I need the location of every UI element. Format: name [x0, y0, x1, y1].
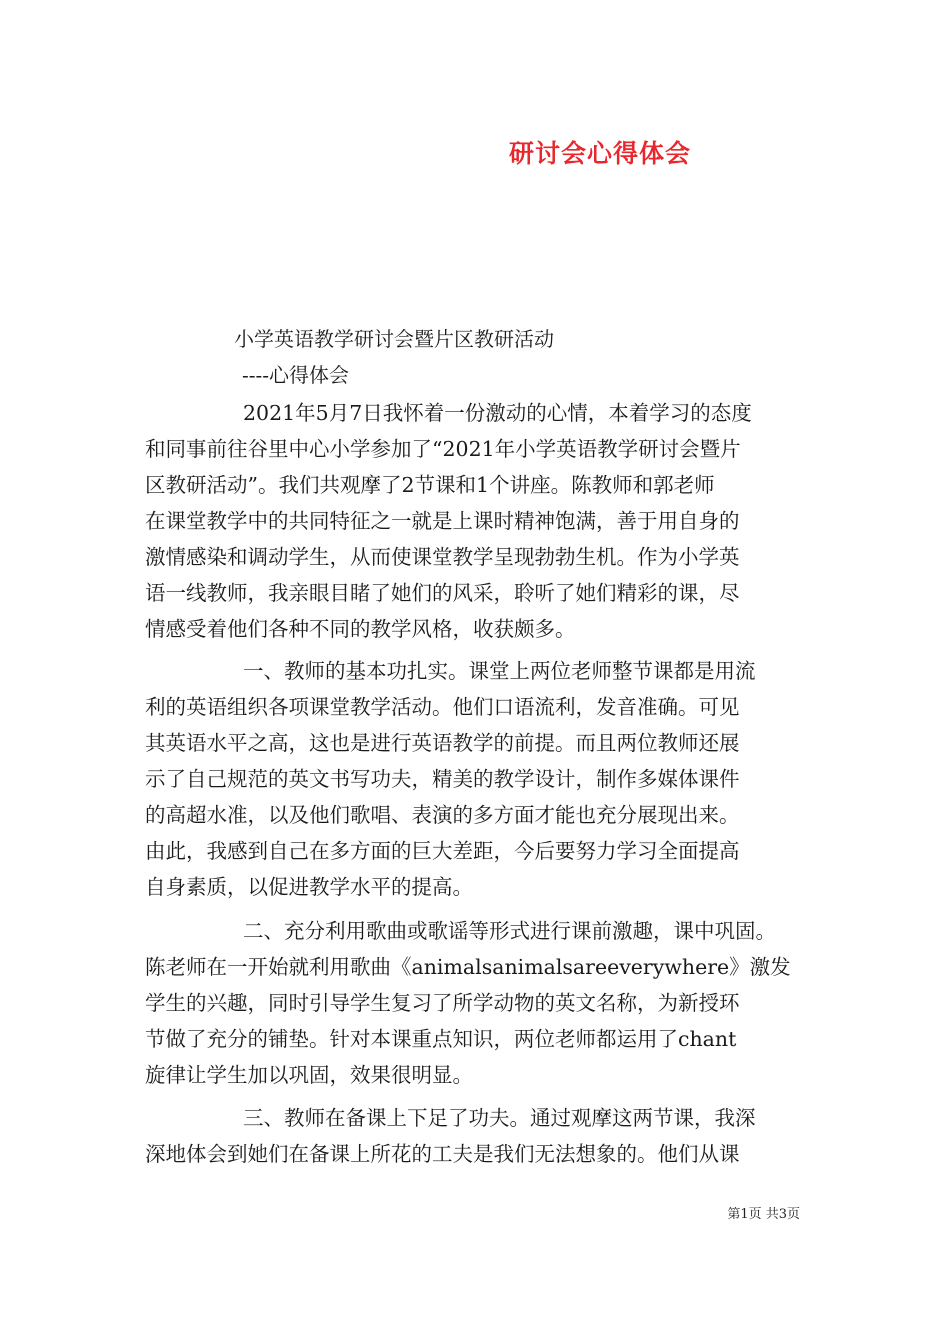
paragraph-line: 区教研活动”。我们共观摩了2节课和1个讲座。陈教师和郭老师	[145, 473, 715, 497]
paragraph-line: 学生的兴趣，同时引导学生复习了所学动物的英文名称，为新授环	[145, 991, 740, 1015]
page-title: 研讨会心得体会	[508, 139, 691, 168]
paragraph-line: 陈老师在一开始就利用歌曲《animalsanimalsareeverywhere》激发	[145, 955, 791, 979]
paragraph-line: 旋律让学生加以巩固，效果很明显。	[145, 1063, 473, 1087]
paragraph-line: 利的英语组织各项课堂教学活动。他们口语流利，发音准确。可见	[145, 695, 740, 719]
paragraph-line: 一、教师的基本功扎实。课堂上两位老师整节课都是用流	[243, 659, 756, 683]
paragraph-line: 激情感染和调动学生，从而使课堂教学呈现勃勃生机。作为小学英	[145, 545, 740, 569]
paragraph-line: 和同事前往谷里中心小学参加了“2021年小学英语教学研讨会暨片	[145, 437, 741, 461]
paragraph-line: 节做了充分的铺垫。针对本课重点知识，两位老师都运用了chant	[145, 1027, 737, 1051]
subtitle: 小学英语教学研讨会暨片区教研活动	[234, 327, 554, 351]
paragraph-line: 由此，我感到自己在多方面的巨大差距，今后要努力学习全面提高	[145, 839, 740, 863]
page-number: 第1页 共3页	[727, 1207, 800, 1222]
paragraph-line: 情感受着他们各种不同的教学风格，收获颇多。	[145, 617, 576, 641]
paragraph-line: 其英语水平之高，这也是进行英语教学的前提。而且两位教师还展	[145, 731, 740, 755]
paragraph-line: 示了自己规范的英文书写功夫，精美的教学设计，制作多媒体课件	[145, 767, 740, 791]
paragraph-line: 三、教师在备课上下足了功夫。通过观摩这两节课，我深	[243, 1106, 756, 1130]
paragraph-line: 自身素质，以促进教学水平的提高。	[145, 875, 473, 899]
paragraph-line: 二、充分利用歌曲或歌谣等形式进行课前激趣，课中巩固。	[243, 919, 776, 943]
paragraph-line: 语一线教师，我亲眼目睹了她们的风采，聆听了她们精彩的课，尽	[145, 581, 740, 605]
paragraph-line: 深地体会到她们在备课上所花的工夫是我们无法想象的。他们从课	[145, 1142, 740, 1166]
paragraph-line: 在课堂教学中的共同特征之一就是上课时精神饱满，善于用自身的	[145, 509, 740, 533]
paragraph-line: 的高超水准，以及他们歌唱、表演的多方面才能也充分展现出来。	[145, 803, 740, 827]
paragraph-line: 2021年5月7日我怀着一份激动的心情，本着学习的态度	[243, 401, 752, 425]
subtitle-2: ----心得体会	[242, 363, 350, 387]
